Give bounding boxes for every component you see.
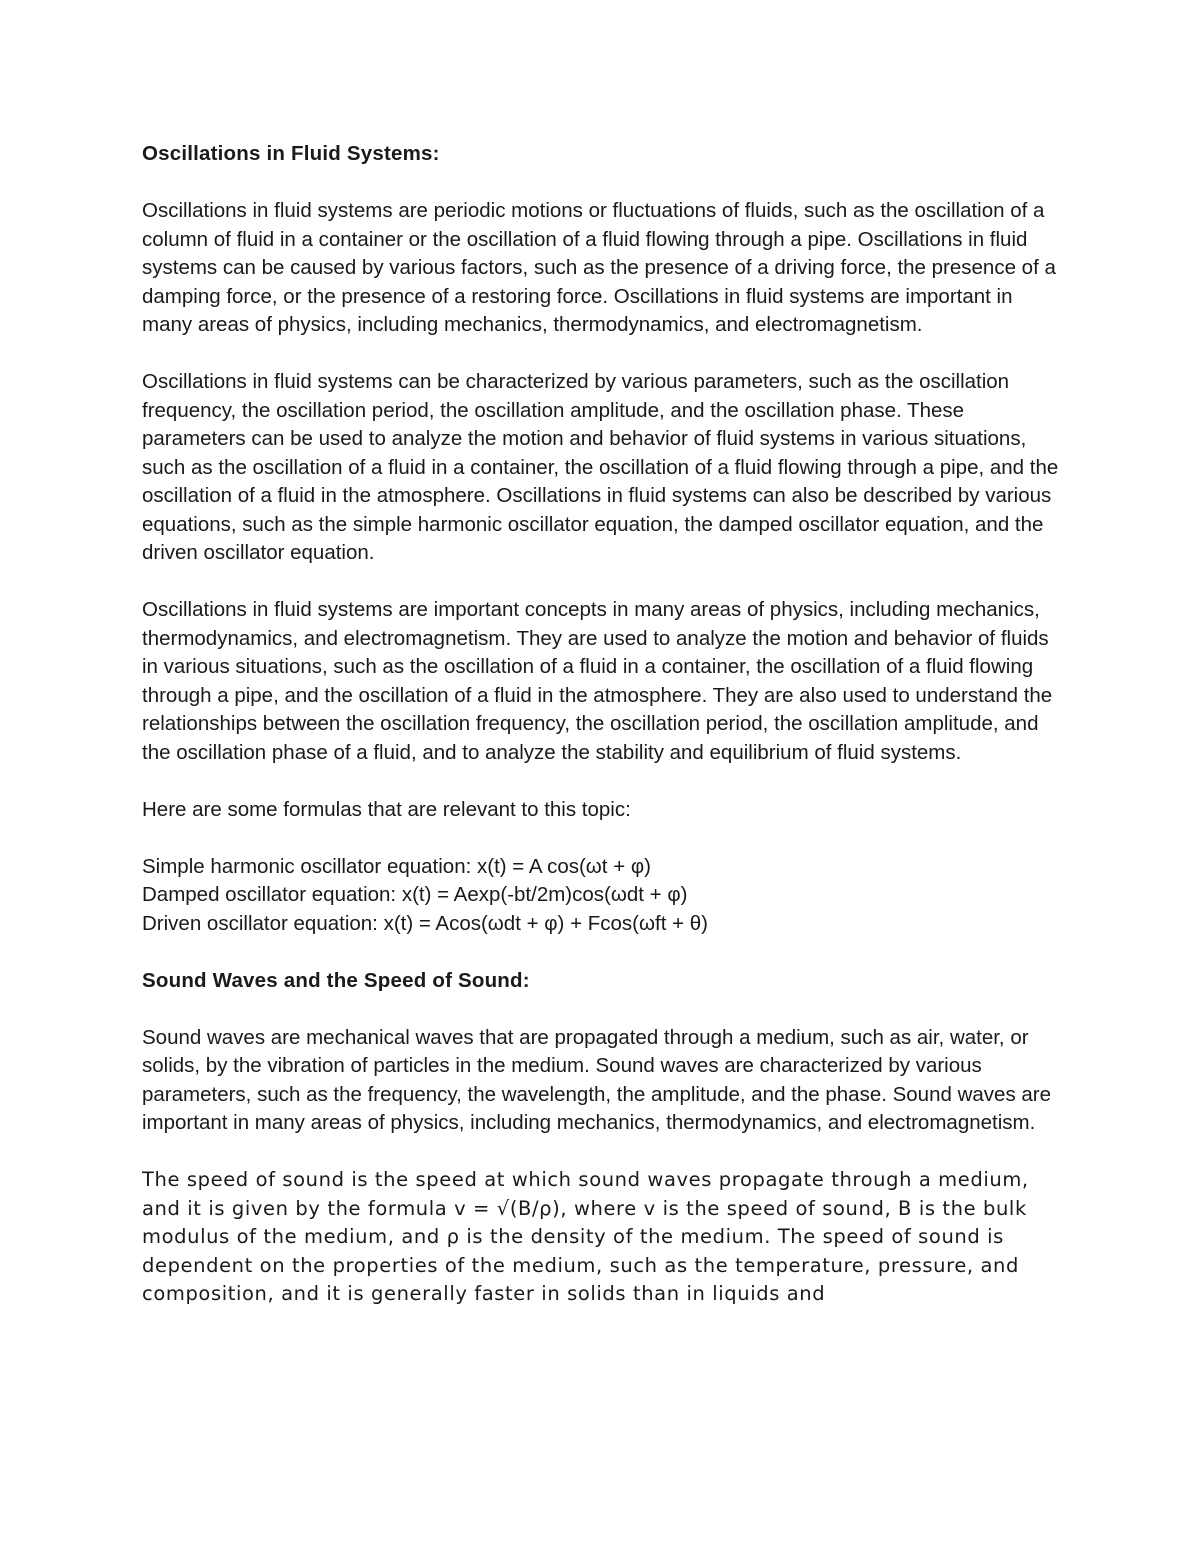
paragraph: Oscillations in fluid systems can be characterized by various parameters, such as the oscillation frequency, the oscillation period, the oscillation amplitude, and the oscillation phase. These parameters can be used to analyze the motion and behavior of fluid systems in various situations, such as the oscillation of a fluid in a container, the oscillation of a fluid flowing through a pipe, and the oscillation of a fluid in the atmosphere. Oscillations in fluid systems can also be described by various equations, such as the simple harmonic oscillator equation, the damped oscillator equation, and the driven oscillator equation. [142, 370, 1059, 564]
formula-simple-harmonic: Simple harmonic oscillator equation: x(t) = A cos(ωt + φ) [142, 854, 651, 878]
formula-damped: Damped oscillator equation: x(t) = Aexp(-bt/2m)cos(ωdt + φ) [142, 883, 688, 906]
formulas-intro: Here are some formulas that are relevant to this topic: [142, 797, 631, 821]
paragraph: Sound waves are mechanical waves that are propagated through a medium, such as air, water, or solids, by the vibration of particles in the medium. Sound waves are characterized by various parameters, such as the frequency, the wavelength, the amplitude, and the phase. Sound waves are important in many areas of physics, including mechanics, thermodynamics, and electromagnetism. [142, 1025, 1052, 1134]
paragraph-speed-of-sound: The speed of sound is the speed at which sound waves propagate through a medium, and it is given by the formula v = √(B/ρ), where v is the speed of sound, B is the bulk modulus of the medium, and ρ is the density of the medium. The speed of sound is dependent on the properties of the medium, such as the temperature, pressure, and composition, and it is generally faster in solids than in liquids and [142, 1168, 1029, 1305]
formula-list [142, 853, 1062, 939]
section-heading-sound-waves: Sound Waves and the Speed of Sound: [142, 968, 530, 992]
document-body [142, 140, 1062, 1309]
section-heading-oscillations: Oscillations in Fluid Systems: [142, 142, 440, 165]
paragraph: Oscillations in fluid systems are important concepts in many areas of physics, including mechanics, thermodynamics, and electromagnetism. They are used to analyze the motion and behavior of fluids in various situations, such as the oscillation of a fluid in a container, the oscillation of a fluid flowing through a pipe, and the oscillation of a fluid in the atmosphere. They are also used to understand the relationships between the oscillation frequency, the oscillation period, the oscillation amplitude, and the oscillation phase of a fluid, and to analyze the stability and equilibrium of fluid systems. [142, 598, 1053, 764]
formula-driven: Driven oscillator equation: x(t) = Acos(ωdt + φ) + Fcos(ωft + θ) [142, 911, 708, 935]
paragraph: Oscillations in fluid systems are periodic motions or fluctuations of fluids, such as the oscillation of a column of fluid in a container or the oscillation of a fluid flowing through a pipe. Oscillations in fluid systems can be caused by various factors, such as the presence of a driving force, the presence of a damping force, or the presence of a restoring force. Oscillations in fluid systems are important in many areas of physics, including mechanics, thermodynamics, and electromagnetism. [142, 199, 1056, 336]
